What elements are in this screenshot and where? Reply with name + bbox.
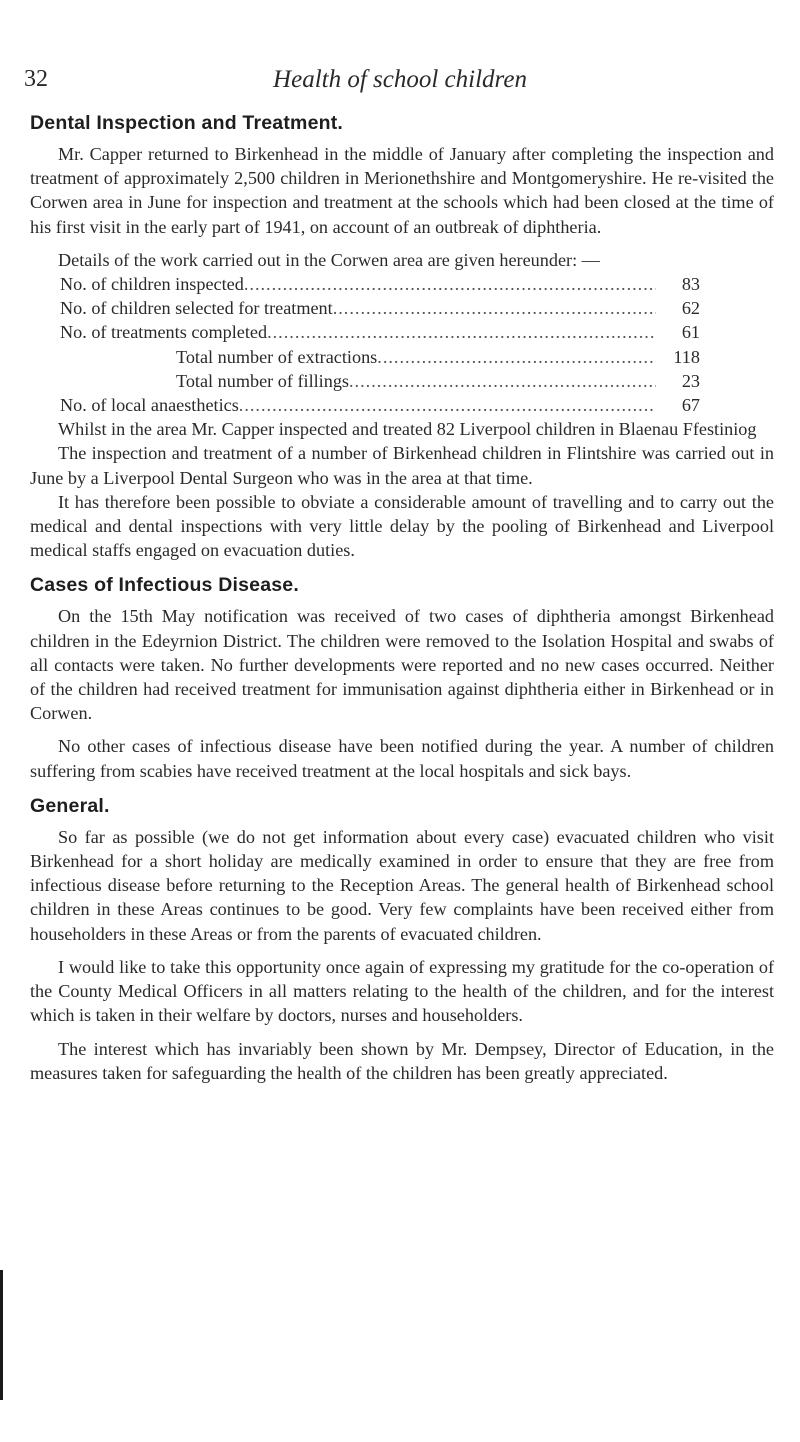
paragraph: Details of the work carried out in the Corwen area are given hereunder: —	[58, 249, 600, 270]
stats-row	[60, 393, 700, 417]
stats-row	[60, 296, 700, 320]
stats-label: No. of local anaesthetics	[60, 395, 239, 416]
stats-value: 62	[681, 298, 700, 319]
stats-table	[60, 272, 700, 417]
stats-row	[60, 272, 700, 296]
stats-row	[60, 320, 700, 344]
section-dental	[30, 110, 774, 562]
page-content	[30, 110, 774, 1095]
stats-value: 67	[681, 395, 700, 416]
paragraph: The inspection and treatment of a number of Birkenhead children in Flintshire was carried out in June by a Liverpool Dental Surgeon who was in the area at that time.	[30, 443, 774, 488]
section-general	[30, 793, 774, 1085]
leader-dots	[333, 296, 656, 320]
leader-dots	[267, 320, 656, 344]
paragraph: Mr. Capper returned to Birkenhead in the middle of January after completing the inspection and treatment of approximately 2,500 children in Merionethshire and Montgomeryshire. He re-visited the Corwen area in June for inspection and treatment at the schools which had been closed at the time of his first visit in the early part of 1941, on account of an outbreak of diphtheria.	[30, 144, 774, 237]
paragraph: It has therefore been possible to obviate a considerable amount of travelling and to carry out the medical and dental inspections with very little delay by the pooling of Birkenhead and Liverpool medical staffs engaged on evacuation duties.	[30, 491, 774, 561]
page-header	[24, 66, 776, 100]
stats-label: No. of treatments completed	[60, 322, 268, 343]
stats-label: No. of children selected for treatment	[60, 298, 333, 319]
section-infectious-disease	[30, 572, 774, 782]
section-heading: General.	[30, 794, 110, 817]
stats-label: No. of children inspected	[60, 274, 244, 295]
paragraph: So far as possible (we do not get information about every case) evacuated children who visit Birkenhead for a short holiday are medically examined in order to ensure that they are free from infectious disease before returning to the Reception Areas. The general health of Birkenhead school children in these Areas continues to be good. Very few complaints have been received either from householders in these Areas or from the parents of evacuated children.	[30, 826, 774, 944]
stats-value: 83	[681, 274, 700, 295]
paragraph: Whilst in the area Mr. Capper inspected and treated 82 Liverpool children in Blaenau Ffestiniog	[58, 419, 757, 440]
leader-dots	[377, 345, 656, 369]
paragraph: I would like to take this opportunity once again of expressing my gratitude for the co-operation of the County Medical Officers in all matters relating to the health of the children, and for the interest which is taken in their welfare by doctors, nurses and householders.	[30, 956, 774, 1026]
stats-label: Total number of fillings	[176, 370, 349, 391]
paragraph: The interest which has invariably been shown by Mr. Dempsey, Director of Education, in the measures taken for safeguarding the health of the children has been greatly appreciated.	[30, 1038, 774, 1083]
stats-row	[60, 345, 700, 369]
section-heading: Cases of Infectious Disease.	[30, 574, 299, 597]
stats-value: 61	[681, 322, 700, 343]
stats-value: 118	[673, 346, 700, 367]
running-title: Health of school children	[273, 66, 527, 93]
stats-value: 23	[681, 370, 700, 391]
leader-dots	[244, 272, 656, 296]
stats-row	[60, 369, 700, 393]
paragraph: No other cases of infectious disease have been notified during the year. A number of children suffering from scabies have received treatment at the local hospitals and sick bays.	[30, 736, 774, 781]
binding-edge-mark	[0, 1270, 3, 1400]
page-number: 32	[24, 66, 48, 92]
leader-dots	[349, 369, 656, 393]
section-heading: Dental Inspection and Treatment.	[30, 112, 344, 134]
stats-label: Total number of extractions	[176, 346, 378, 367]
leader-dots	[239, 393, 656, 417]
paragraph: On the 15th May notification was received of two cases of diphtheria amongst Birkenhead children in the Edeyrnion District. The children were removed to the Isolation Hospital and swabs of all contacts were taken. No further developments were reported and no new cases occurred. Neither of the children had received treatment for immunisation against diphtheria either in Birkenhead or in Corwen.	[30, 606, 774, 724]
